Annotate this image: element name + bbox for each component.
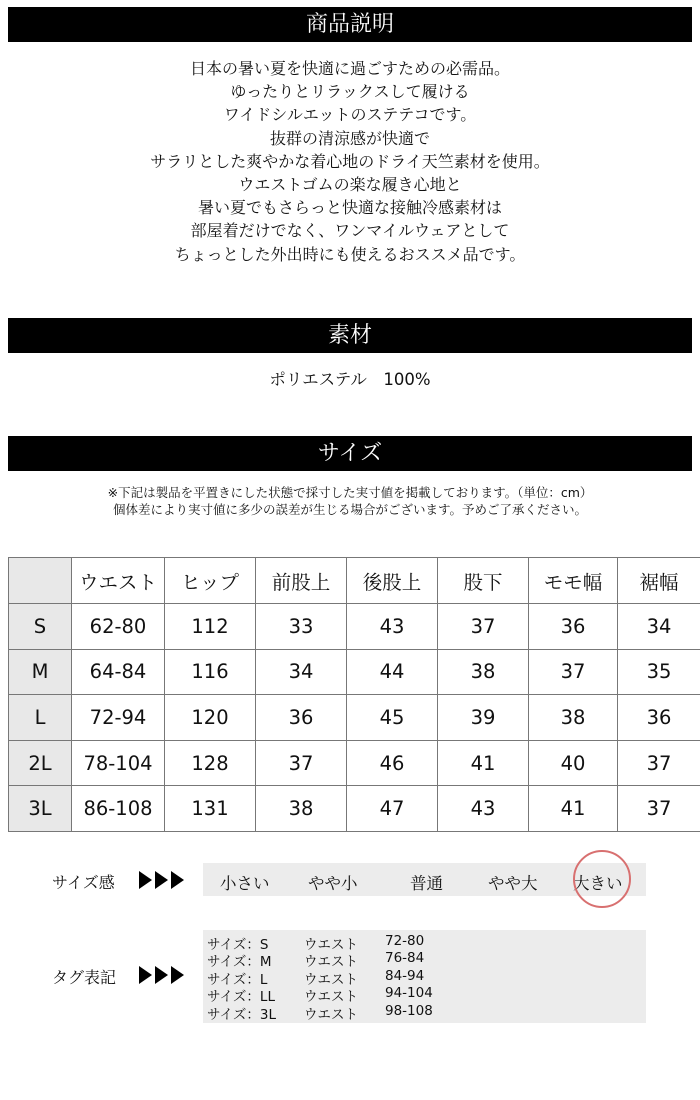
tag-waist-label: ウエスト bbox=[304, 954, 358, 971]
table-row bbox=[9, 695, 700, 741]
table-cell: 35 bbox=[618, 649, 700, 695]
size-feel-label: サイズ感 bbox=[52, 873, 115, 892]
size-label-cell: 3L bbox=[9, 786, 72, 832]
table-cell: 120 bbox=[165, 695, 256, 741]
description-line: ちょっとした外出時にも使えるおススメ品です。 bbox=[174, 244, 526, 264]
table-cell: 64-84 bbox=[72, 649, 165, 695]
description-line: ウエストゴムの楽な履き心地と bbox=[238, 175, 462, 195]
tag-label: タグ表記 bbox=[52, 968, 117, 987]
table-row bbox=[9, 604, 700, 650]
size-note-line: 個体差により実寸値に多少の誤差が生じる場合がございます。予めご了承ください。 bbox=[112, 502, 587, 517]
tag-box bbox=[203, 930, 646, 1023]
table-cell: 47 bbox=[347, 786, 438, 832]
tag-size: サイズ：L bbox=[207, 971, 268, 988]
selected-size-circle bbox=[573, 850, 631, 908]
table-header-cell: ウエスト bbox=[72, 558, 165, 604]
table-cell: 62-80 bbox=[72, 604, 165, 650]
size-note bbox=[0, 484, 700, 518]
table-cell: 37 bbox=[438, 604, 529, 650]
table-cell: 41 bbox=[529, 786, 618, 832]
table-cell: 36 bbox=[529, 604, 618, 650]
arrow-right-icon bbox=[139, 871, 152, 889]
table-header-cell: ヒップ bbox=[165, 558, 256, 604]
size-note-line: ※下記は製品を平置きにした状態で採寸した実寸値を掲載しております。（単位：cm） bbox=[107, 485, 593, 500]
table-cell: 43 bbox=[347, 604, 438, 650]
tag-waist-label: ウエスト bbox=[304, 1006, 358, 1023]
table-cell: 33 bbox=[256, 604, 347, 650]
table-cell: 37 bbox=[618, 740, 700, 786]
arrows-icon bbox=[139, 966, 187, 984]
size-label-cell: L bbox=[9, 695, 72, 741]
size-feel-option: やや大 bbox=[488, 874, 538, 893]
section-header-size: サイズ bbox=[8, 436, 692, 471]
table-cell: 41 bbox=[438, 740, 529, 786]
table-cell: 43 bbox=[438, 786, 529, 832]
tag-waist-label: ウエスト bbox=[304, 971, 358, 988]
table-cell: 72-94 bbox=[72, 695, 165, 741]
arrow-right-icon bbox=[155, 871, 168, 889]
table-row bbox=[9, 649, 700, 695]
table-header-cell: 前股上 bbox=[256, 558, 347, 604]
size-feel-option: 小さい bbox=[220, 874, 270, 893]
size-feel-option: やや小 bbox=[308, 874, 358, 893]
table-row bbox=[9, 786, 700, 832]
tag-size: サイズ：LL bbox=[207, 989, 275, 1006]
size-label-cell: S bbox=[9, 604, 72, 650]
arrows-icon bbox=[139, 871, 187, 889]
arrow-right-icon bbox=[171, 871, 184, 889]
description-line: 抜群の清涼感が快適で bbox=[269, 128, 430, 148]
table-cell: 78-104 bbox=[72, 740, 165, 786]
size-label-cell: M bbox=[9, 649, 72, 695]
table-header-cell: 後股上 bbox=[347, 558, 438, 604]
table-cell: 36 bbox=[618, 695, 700, 741]
section-header-material: 素材 bbox=[8, 318, 692, 353]
description-line: 暑い夏でもさらっと快適な接触冷感素材は bbox=[197, 198, 502, 218]
table-cell: 38 bbox=[256, 786, 347, 832]
table-cell: 39 bbox=[438, 695, 529, 741]
table-header-cell: 股下 bbox=[438, 558, 529, 604]
description-line: ゆったりとリラックスして履ける bbox=[230, 82, 470, 102]
table-cell: 36 bbox=[256, 695, 347, 741]
table-corner-cell bbox=[9, 558, 72, 604]
table-row bbox=[9, 740, 700, 786]
tag-waist-range: 72-80 bbox=[385, 933, 425, 949]
table-cell: 116 bbox=[165, 649, 256, 695]
size-feel-option: 普通 bbox=[410, 874, 443, 893]
table-cell: 44 bbox=[347, 649, 438, 695]
table-cell: 34 bbox=[618, 604, 700, 650]
material-text: ポリエステル 100% bbox=[269, 370, 431, 389]
tag-size: サイズ：M bbox=[207, 954, 272, 971]
description-line: ワイドシルエットのステテコです。 bbox=[223, 105, 477, 125]
size-feel-option: 大きい bbox=[573, 874, 623, 893]
arrow-right-icon bbox=[139, 966, 152, 984]
tag-waist-range: 76-84 bbox=[385, 950, 425, 967]
tag-waist-range: 84-94 bbox=[385, 967, 425, 984]
table-cell: 34 bbox=[256, 649, 347, 695]
table-cell: 46 bbox=[347, 740, 438, 786]
tag-waist-range: 98-108 bbox=[385, 1002, 433, 1019]
arrow-right-icon bbox=[155, 966, 168, 984]
table-cell: 38 bbox=[529, 695, 618, 741]
tag-waist-label: ウエスト bbox=[304, 989, 358, 1006]
table-header-cell: モモ幅 bbox=[529, 558, 618, 604]
table-cell: 40 bbox=[529, 740, 618, 786]
description-line: サラリとした爽やかな着心地のドライ天竺素材を使用。 bbox=[150, 151, 550, 171]
table-cell: 131 bbox=[165, 786, 256, 832]
table-cell: 86-108 bbox=[72, 786, 165, 832]
table-cell: 37 bbox=[256, 740, 347, 786]
table-cell: 38 bbox=[438, 649, 529, 695]
tag-size: サイズ：3L bbox=[207, 1006, 277, 1023]
size-label-cell: 2L bbox=[9, 740, 72, 786]
tag-waist-label: ウエスト bbox=[304, 937, 358, 953]
table-header-cell: 裾幅 bbox=[618, 558, 700, 604]
description-text bbox=[0, 57, 700, 266]
table-cell: 37 bbox=[618, 786, 700, 832]
table-cell: 37 bbox=[529, 649, 618, 695]
section-header-description: 商品説明 bbox=[8, 7, 692, 42]
tag-size: サイズ：S bbox=[207, 937, 269, 953]
size-table bbox=[8, 557, 700, 832]
table-cell: 128 bbox=[165, 740, 256, 786]
tag-waist-range: 94-104 bbox=[385, 985, 433, 1002]
table-cell: 112 bbox=[165, 604, 256, 650]
description-line: 日本の暑い夏を快適に過ごすための必需品。 bbox=[189, 59, 510, 78]
description-line: 部屋着だけでなく、ワンマイルウェアとして bbox=[190, 221, 510, 241]
table-cell: 45 bbox=[347, 695, 438, 741]
arrow-right-icon bbox=[171, 966, 184, 984]
